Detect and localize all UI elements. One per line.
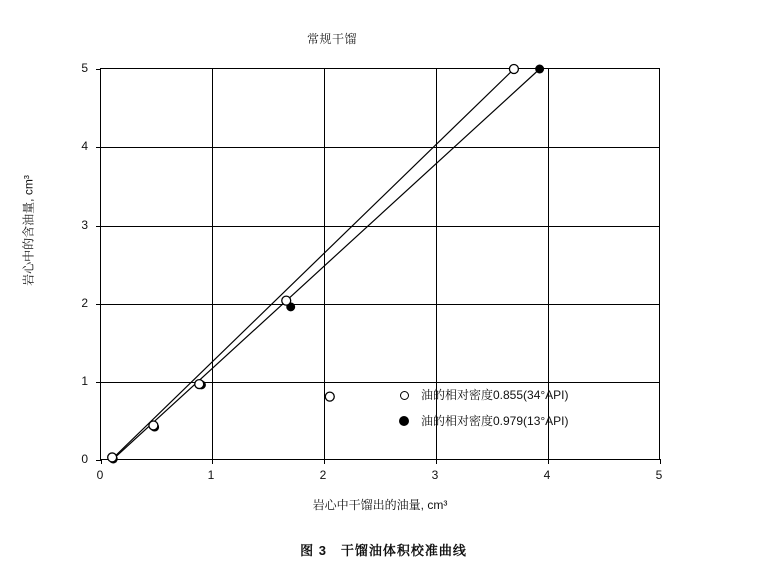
x-axis-title: 岩心中干馏出的油量, cm³ (312, 498, 448, 512)
legend-item-filled-series (393, 408, 569, 434)
figure-caption: 图 3 干馏油体积校准曲线 (300, 543, 467, 558)
data-point-open (325, 392, 334, 401)
xtick-label-3: 3 (431, 468, 439, 482)
chart-title: 常规干馏 (306, 32, 357, 46)
data-overlay (101, 69, 659, 459)
ytick-label-3: 3 (81, 218, 88, 232)
legend-label-filled-series: 油的相对密度0.979(13°API) (421, 414, 569, 428)
legend (393, 382, 569, 434)
legend-label-open-series: 油的相对密度0.855(34°API) (421, 388, 569, 402)
tick-x-4 (548, 459, 549, 464)
ytick-label-1: 1 (81, 374, 88, 388)
data-point-open (509, 65, 518, 74)
ytick-label-0: 0 (81, 452, 88, 466)
xtick-label-4: 4 (543, 468, 551, 482)
tick-x-0 (101, 459, 102, 464)
data-point-open (195, 380, 204, 389)
filled-circle-marker-icon (393, 416, 415, 426)
ytick-label-2: 2 (81, 296, 88, 310)
data-point-open (108, 453, 117, 462)
legend-item-open-series (393, 382, 569, 408)
y-axis-title: 岩心中的含油量, cm³ (21, 175, 36, 286)
plot-area (100, 68, 660, 460)
data-point-filled (535, 65, 544, 74)
ytick-label-4: 4 (81, 139, 88, 153)
open-circle-marker-icon (393, 391, 415, 400)
tick-y-0 (96, 460, 101, 461)
xtick-label-0: 0 (96, 468, 104, 482)
ytick-label-5: 5 (81, 61, 88, 75)
xtick-label-5: 5 (655, 468, 663, 482)
tick-x-3 (436, 459, 437, 464)
tick-x-1 (212, 459, 213, 464)
xtick-label-2: 2 (319, 468, 327, 482)
xtick-label-1: 1 (207, 468, 215, 482)
tick-x-2 (324, 459, 325, 464)
data-point-open (149, 421, 158, 430)
tick-x-5 (660, 459, 661, 464)
data-point-open (282, 296, 291, 305)
